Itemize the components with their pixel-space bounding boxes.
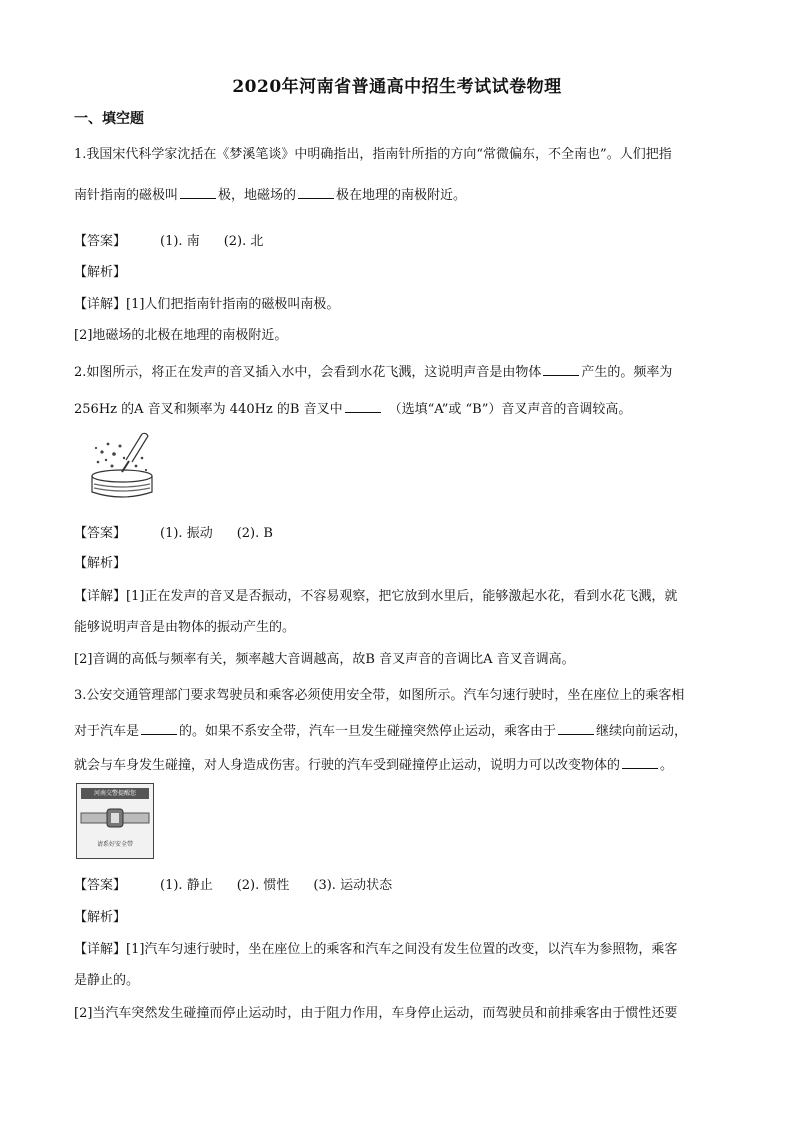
answer-item: (2). 北 [223, 234, 264, 249]
q2-text-a: 2.如图所示，将正在发声的音叉插入水中，会看到水花飞溅，这说明声音是由物体 [74, 365, 542, 380]
q1-detail-1: 【详解】[1]人们把指南针指南的磁极叫南极。 [74, 297, 340, 312]
q2-analysis-tag: 【解析】 [74, 556, 127, 571]
q3-analysis-tag: 【解析】 [74, 910, 127, 925]
q1-detail-2: [2]地磁场的北极在地理的南极附近。 [74, 328, 288, 343]
q1-line1: 1.我国宋代科学家沈括在《梦溪笔谈》中明确指出，指南针所指的方向“常微偏东，不全南也”。人们把指 [74, 147, 672, 162]
answer-blank [180, 186, 216, 199]
answer-item: (2). B [236, 526, 273, 541]
q2-detail-2: [2]音调的高低与频率有关，频率越大音调越高，故B 音叉声音的音调比A 音叉音调高。 [74, 652, 575, 667]
q1-line2 [74, 186, 724, 206]
answer-item: (2). 惯性 [236, 878, 290, 893]
answer-item: (1). 静止 [160, 878, 213, 893]
sign-header: 河南交警提醒您 [81, 788, 149, 799]
answer-item: (1). 振动 [160, 526, 213, 541]
answer-item: (3). 运动状态 [313, 878, 393, 893]
q3-line3 [74, 756, 724, 776]
q2-answer [74, 522, 297, 541]
q2-text-b: （选填“A”或 “B”）音叉声音的音调较高。 [388, 402, 632, 417]
q1-answer [74, 230, 287, 249]
q2-detail-1: 【详解】[1]正在发声的音叉是否振动，不容易观察，把它放到水里后，能够激起水花，看到水花飞溅，就 [74, 589, 678, 604]
q3-text-c: 继续向前运动， [596, 724, 688, 739]
answer-tag: 【答案】 [74, 878, 127, 893]
q3-text-a: 对于汽车是 [74, 724, 140, 739]
q3-detail-1b: 是静止的。 [74, 973, 140, 988]
answer-blank [141, 722, 177, 735]
q2-line1 [74, 363, 724, 383]
q3-text-b: 的。如果不系安全带，汽车一旦发生碰撞突然停止运动，乘客由于 [179, 724, 557, 739]
q2-text-b: 产生的。频率为 [581, 365, 673, 380]
answer-blank [345, 400, 381, 413]
q3-detail-1: 【详解】[1]汽车匀速行驶时，坐在座位上的乘客和汽车之间没有发生位置的改变，以汽车为参照物，乘客 [74, 942, 678, 957]
answer-blank [543, 363, 579, 376]
q3-line1: 3.公安交通管理部门要求驾驶员和乘客必须使用安全带，如图所示。汽车匀速行驶时，坐在座位上的乘客相 [74, 688, 685, 703]
q2-detail-1b: 能够说明声音是由物体的振动产生的。 [74, 620, 296, 635]
answer-tag: 【答案】 [74, 526, 127, 541]
q2-line2 [74, 400, 724, 420]
seatbelt-icon [77, 799, 153, 839]
answer-tag: 【答案】 [74, 234, 127, 249]
sign-footer: 请系好安全带 [96, 841, 133, 848]
q3-line2 [74, 722, 724, 742]
answer-blank [298, 186, 334, 199]
tuning-fork-figure [84, 430, 164, 502]
seatbelt-sign-figure [76, 783, 154, 859]
q1-text-c: 极在地理的南极附近。 [336, 188, 467, 203]
q3-answer [74, 874, 416, 893]
q1-text-a: 南针指南的磁极叫 [74, 188, 179, 203]
answer-item: (1). 南 [160, 234, 200, 249]
q3-text-a: 就会与车身发生碰撞，对人身造成伤害。行驶的汽车受到碰撞停止运动，说明力可以改变物体的 [74, 758, 621, 773]
section-heading: 一、填空题 [74, 111, 144, 127]
page-title: 2020年河南省普通高中招生考试试卷物理 [232, 77, 562, 97]
q3-text-b: 。 [660, 758, 674, 773]
q1-text-b: 极，地磁场的 [218, 188, 297, 203]
q3-detail-2: [2]当汽车突然发生碰撞而停止运动时，由于阻力作用，车身停止运动，而驾驶员和前排乘客由于惯性还要 [74, 1006, 678, 1021]
q1-analysis-tag: 【解析】 [74, 265, 127, 280]
answer-blank [558, 722, 594, 735]
q2-text-a: 256Hz 的A 音叉和频率为 440Hz 的B 音叉中 [74, 402, 343, 417]
answer-blank [622, 756, 658, 769]
